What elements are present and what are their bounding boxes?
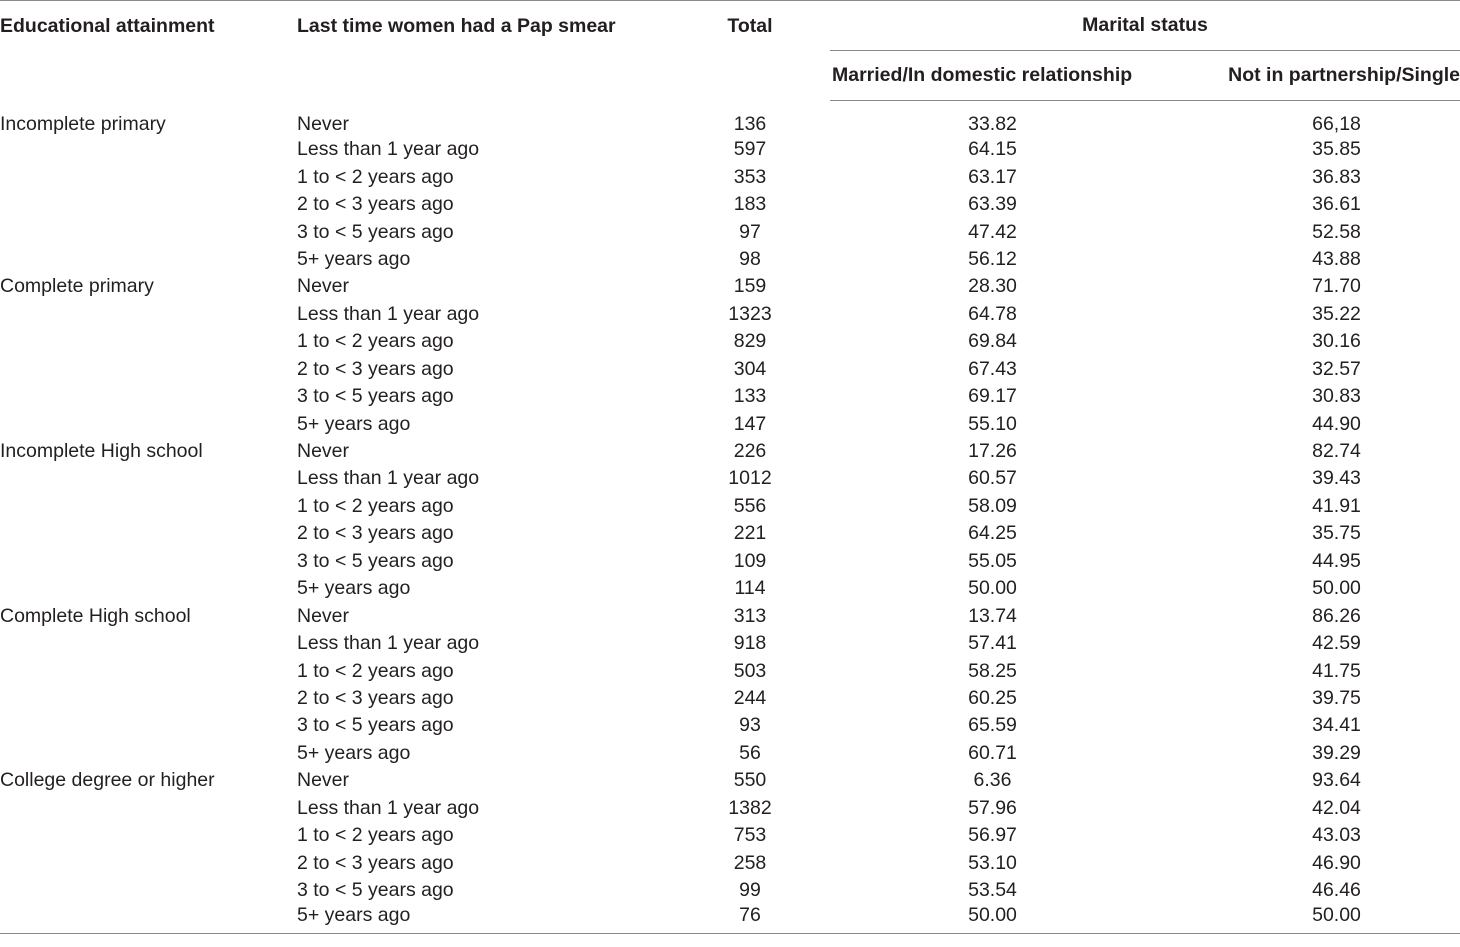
total-cell: 1382 (728, 796, 772, 819)
table-row (0, 904, 1460, 934)
education-cell (0, 740, 297, 767)
education-cell (0, 575, 297, 602)
single-percent-cell: 50.00 (1312, 577, 1361, 600)
education-cell (0, 657, 297, 684)
education-cell (0, 548, 297, 575)
education-cell (0, 356, 297, 383)
married-percent-cell: 60.25 (968, 686, 1017, 709)
total-cell: 76 (670, 904, 830, 934)
single-percent-cell: 86.26 (1312, 604, 1361, 627)
table-row (0, 383, 1460, 410)
single-percent-cell: 41.75 (1312, 659, 1361, 682)
total-cell: 98 (739, 247, 761, 270)
total-cell: 1323 (728, 302, 772, 325)
single-percent-cell: 71.70 (1312, 275, 1361, 298)
last-pap-smear-cell: 3 to < 5 years ago (297, 879, 454, 902)
married-percent-cell: 13.74 (968, 604, 1017, 627)
education-cell (0, 383, 297, 410)
married-percent-cell: 50.00 (830, 904, 1155, 934)
total-cell: 829 (733, 330, 767, 353)
table-row (0, 685, 1460, 712)
married-percent-cell: 56.12 (968, 247, 1017, 270)
education-cell (0, 795, 297, 822)
last-pap-smear-cell: 3 to < 5 years ago (297, 714, 454, 737)
total-cell: 93 (739, 714, 761, 737)
total-cell: 56 (739, 741, 761, 764)
last-pap-smear-cell: 2 to < 3 years ago (297, 686, 454, 709)
education-cell: Incomplete High school (0, 440, 203, 463)
last-pap-smear-cell: 3 to < 5 years ago (297, 549, 454, 572)
table-row (0, 218, 1460, 245)
last-pap-smear-cell: 5+ years ago (297, 904, 670, 934)
header-row-top (0, 1, 1460, 51)
married-percent-cell: 33.82 (968, 113, 1017, 135)
single-percent-cell: 35.22 (1312, 302, 1361, 325)
last-pap-smear-cell: 2 to < 3 years ago (297, 851, 454, 874)
single-percent-cell: 41.91 (1312, 494, 1361, 517)
education-cell (0, 328, 297, 355)
last-pap-smear-cell: 2 to < 3 years ago (297, 193, 454, 216)
single-percent-cell: 30.83 (1312, 385, 1361, 408)
single-percent-cell: 35.75 (1312, 522, 1361, 545)
single-percent-cell: 46.90 (1312, 851, 1361, 874)
total-cell: 597 (733, 138, 767, 161)
header-marital-status: Marital status (830, 1, 1460, 51)
total-cell: 183 (733, 193, 767, 216)
married-percent-cell: 17.26 (968, 440, 1017, 463)
total-cell: 159 (733, 275, 767, 298)
education-cell (0, 904, 297, 934)
single-percent-cell: 39.75 (1312, 686, 1361, 709)
education-cell (0, 822, 297, 849)
married-percent-cell: 53.10 (968, 851, 1017, 874)
single-percent-cell: 52.58 (1312, 220, 1361, 243)
total-cell: 147 (733, 412, 767, 435)
last-pap-smear-cell: 2 to < 3 years ago (297, 522, 454, 545)
table-body (0, 101, 1460, 934)
single-percent-cell: 43.03 (1312, 824, 1361, 847)
table-row (0, 301, 1460, 328)
education-cell (0, 877, 297, 904)
married-percent-cell: 57.41 (968, 632, 1017, 655)
single-percent-cell: 66,18 (1312, 113, 1361, 135)
total-cell: 226 (733, 440, 767, 463)
education-cell (0, 218, 297, 245)
total-cell: 550 (733, 769, 767, 792)
married-percent-cell: 69.17 (968, 385, 1017, 408)
single-percent-cell: 42.59 (1312, 632, 1361, 655)
married-percent-cell: 57.96 (968, 796, 1017, 819)
married-percent-cell: 55.10 (968, 412, 1017, 435)
education-cell: Complete primary (0, 275, 154, 298)
total-cell: 133 (733, 385, 767, 408)
total-cell: 109 (733, 549, 767, 572)
total-cell: 313 (733, 604, 767, 627)
married-percent-cell: 69.84 (968, 330, 1017, 353)
total-cell: 99 (739, 879, 761, 902)
married-percent-cell: 63.39 (968, 193, 1017, 216)
table-row (0, 657, 1460, 684)
table-row (0, 356, 1460, 383)
last-pap-smear-cell: 3 to < 5 years ago (297, 385, 454, 408)
single-percent-cell: 93.64 (1312, 769, 1361, 792)
header-educational-attainment: Educational attainment (0, 1, 297, 101)
single-percent-cell: 36.83 (1312, 165, 1361, 188)
table-row (0, 712, 1460, 739)
table-row (0, 328, 1460, 355)
education-cell (0, 849, 297, 876)
education-cell (0, 410, 297, 437)
married-percent-cell: 50.00 (968, 577, 1017, 600)
table-row (0, 822, 1460, 849)
single-percent-cell: 46.46 (1312, 879, 1361, 902)
education-cell: College degree or higher (0, 769, 215, 792)
single-percent-cell: 82.74 (1312, 440, 1361, 463)
last-pap-smear-cell: Never (297, 440, 350, 463)
table-row (0, 101, 1460, 137)
last-pap-smear-cell: 2 to < 3 years ago (297, 357, 454, 380)
last-pap-smear-cell: 5+ years ago (297, 577, 411, 600)
married-percent-cell: 67.43 (968, 357, 1017, 380)
table-row (0, 273, 1460, 300)
education-cell: Complete High school (0, 604, 191, 627)
last-pap-smear-cell: Less than 1 year ago (297, 302, 480, 325)
last-pap-smear-cell: Less than 1 year ago (297, 467, 480, 490)
married-percent-cell: 55.05 (968, 549, 1017, 572)
married-percent-cell: 6.36 (973, 769, 1012, 792)
single-percent-cell: 30.16 (1312, 330, 1361, 353)
header-single: Not in partnership/Single (1155, 51, 1460, 101)
table-row (0, 465, 1460, 492)
last-pap-smear-cell: 1 to < 2 years ago (297, 494, 454, 517)
total-cell: 136 (733, 112, 767, 135)
total-cell: 1012 (728, 467, 772, 490)
married-percent-cell: 28.30 (968, 275, 1017, 298)
education-cell (0, 191, 297, 218)
table-row (0, 191, 1460, 218)
total-cell: 503 (733, 659, 767, 682)
single-percent-cell: 50.00 (1155, 904, 1460, 934)
last-pap-smear-cell: 5+ years ago (297, 247, 411, 270)
education-cell (0, 520, 297, 547)
total-cell: 753 (733, 824, 767, 847)
header-married: Married/In domestic relationship (830, 51, 1155, 101)
table-row (0, 795, 1460, 822)
education-cell (0, 685, 297, 712)
single-percent-cell: 35.85 (1312, 138, 1361, 161)
table-row (0, 136, 1460, 163)
total-cell: 97 (739, 220, 761, 243)
last-pap-smear-cell: Less than 1 year ago (297, 796, 480, 819)
table-row (0, 410, 1460, 437)
table-header (0, 1, 1460, 101)
education-cell (0, 465, 297, 492)
education-cell (0, 301, 297, 328)
last-pap-smear-cell: Never (297, 112, 350, 135)
total-cell: 918 (733, 632, 767, 655)
table-row (0, 520, 1460, 547)
table-row (0, 493, 1460, 520)
education-cell (0, 712, 297, 739)
table-row (0, 438, 1460, 465)
married-percent-cell: 60.71 (968, 741, 1017, 764)
last-pap-smear-cell: Never (297, 604, 350, 627)
total-cell: 114 (734, 577, 766, 600)
married-percent-cell: 56.97 (968, 824, 1017, 847)
last-pap-smear-cell: Less than 1 year ago (297, 632, 480, 655)
table-row (0, 877, 1460, 904)
married-percent-cell: 58.25 (968, 659, 1017, 682)
last-pap-smear-cell: 5+ years ago (297, 741, 411, 764)
table-row (0, 163, 1460, 190)
education-cell (0, 163, 297, 190)
single-percent-cell: 44.90 (1312, 412, 1361, 435)
education-cell (0, 493, 297, 520)
total-cell: 304 (733, 357, 767, 380)
header-last-pap-smear: Last time women had a Pap smear (297, 1, 670, 101)
married-percent-cell: 63.17 (968, 165, 1017, 188)
total-cell: 221 (733, 522, 767, 545)
total-cell: 258 (733, 851, 767, 874)
table-row (0, 548, 1460, 575)
last-pap-smear-cell: 1 to < 2 years ago (297, 824, 454, 847)
married-percent-cell: 60.57 (968, 467, 1017, 490)
education-cell: Incomplete primary (0, 112, 166, 135)
last-pap-smear-cell: 1 to < 2 years ago (297, 165, 454, 188)
married-percent-cell: 64.15 (968, 138, 1017, 161)
table-row (0, 740, 1460, 767)
last-pap-smear-cell: 3 to < 5 years ago (297, 220, 454, 243)
single-percent-cell: 36.61 (1312, 193, 1361, 216)
married-percent-cell: 64.25 (968, 522, 1017, 545)
total-cell: 244 (733, 686, 767, 709)
education-cell (0, 246, 297, 273)
education-cell (0, 630, 297, 657)
last-pap-smear-cell: 1 to < 2 years ago (297, 330, 454, 353)
married-percent-cell: 65.59 (968, 714, 1017, 737)
last-pap-smear-cell: 1 to < 2 years ago (297, 659, 454, 682)
single-percent-cell: 42.04 (1312, 796, 1361, 819)
married-percent-cell: 47.42 (968, 220, 1017, 243)
table-row (0, 602, 1460, 629)
last-pap-smear-cell: Never (297, 769, 350, 792)
last-pap-smear-cell: Less than 1 year ago (297, 138, 480, 161)
single-percent-cell: 44.95 (1312, 549, 1361, 572)
table-row (0, 849, 1460, 876)
header-total: Total (670, 1, 830, 101)
last-pap-smear-cell: Never (297, 275, 350, 298)
total-cell: 556 (733, 494, 767, 517)
single-percent-cell: 39.29 (1312, 741, 1361, 764)
married-percent-cell: 53.54 (968, 879, 1017, 902)
education-cell (0, 136, 297, 163)
single-percent-cell: 32.57 (1312, 357, 1361, 380)
total-cell: 353 (733, 165, 767, 188)
single-percent-cell: 34.41 (1312, 714, 1361, 737)
table-row (0, 767, 1460, 794)
table-row (0, 630, 1460, 657)
single-percent-cell: 43.88 (1312, 247, 1361, 270)
table-row (0, 246, 1460, 273)
married-percent-cell: 64.78 (968, 302, 1017, 325)
table-row (0, 575, 1460, 602)
married-percent-cell: 58.09 (968, 494, 1017, 517)
last-pap-smear-cell: 5+ years ago (297, 412, 411, 435)
single-percent-cell: 39.43 (1312, 467, 1361, 490)
